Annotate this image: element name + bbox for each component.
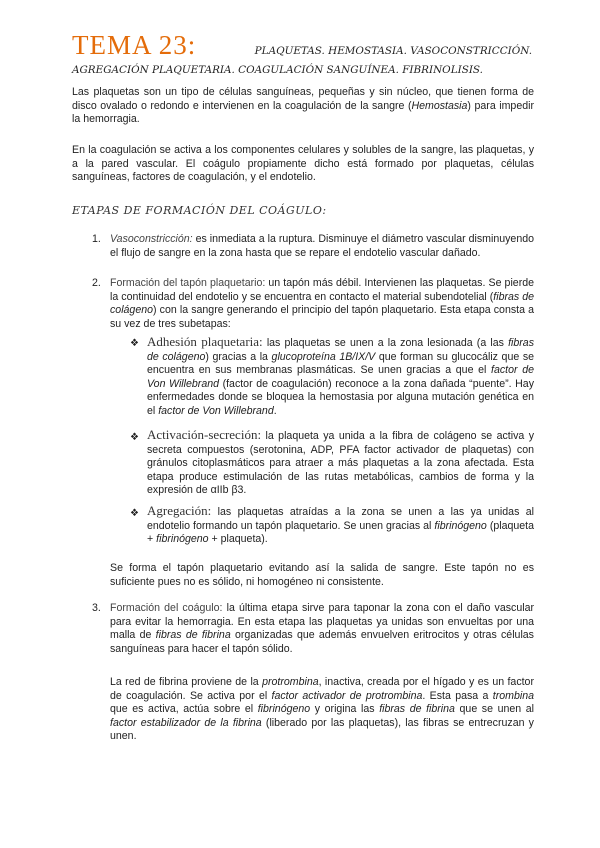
emphasis: fibras de colágeno — [110, 290, 535, 317]
step-3-paragraph — [110, 602, 534, 656]
bullet-icon: ❖ — [130, 432, 139, 443]
tema-number: TEMA 23: — [72, 30, 197, 60]
text: , inactiva, creada por el hígado y es un factor de coagulación. Se activa por el — [110, 676, 534, 702]
emphasis: factor de Von Willebrand — [147, 364, 534, 390]
text: un tapón más débil. Intervienen las plaquetas. Se pierde la continuidad del endotelio y se encuentra en contacto el material subendotelial ( — [110, 277, 535, 303]
text: . — [273, 404, 277, 417]
emphasis: fibrinógeno — [434, 519, 487, 532]
bullet-icon: ❖ — [130, 508, 139, 519]
step-3-number: 3. — [92, 602, 101, 614]
text: ) para impedir la hemorragia. — [72, 99, 534, 126]
text: . Esta pasa a — [422, 689, 493, 702]
substep-label: Activación-secreción: — [147, 427, 262, 442]
substep-label: Agregación: — [147, 503, 212, 518]
text: las plaquetas atraídas a la zona se unen a las ya unidas al endotelio formando un tapón plaquetario. Se unen gracias al — [147, 506, 534, 532]
emphasis: fibras de fibrina — [155, 629, 231, 642]
text: que forman su glucocáliz que se encuentra en sus membranas plasmáticas. Se unen gracias a que el — [147, 350, 535, 377]
text: que se unen al — [454, 703, 535, 716]
text: (liberado por las plaquetas), las fibras se entrecruzan y unen. — [110, 716, 534, 743]
text: (plaqueta + — [147, 519, 534, 546]
text: ) gracias a la — [205, 350, 272, 363]
emphasis: fibrinógeno — [156, 533, 209, 546]
fibrin-paragraph — [110, 676, 534, 744]
substep-label: Adhesión plaquetaria: — [147, 334, 263, 349]
emphasis: protrombina — [262, 676, 319, 688]
substep-agregacion — [147, 504, 534, 547]
title-line-1 — [72, 30, 532, 61]
intro-paragraph-2: En la coagulación se activa a los componentes celulares y solubles de la sangre, las plaquetas, y a la pared vascular. El coágulo propiamente dicho está formado por plaquetas, células sanguíneas, factores de coagulación, y el endotelio. — [72, 144, 534, 184]
text: ) con la sangre generando el principio del tapón plaquetario. Esta etapa consta a su vez de tres subetapas: — [110, 304, 534, 330]
text: la última etapa sirve para taponar la zona con el daño vascular para evitar la hemorragia. En esta etapa las plaquetas ya unidas son envueltas por una malla de — [110, 602, 535, 642]
text: que es activa, actúa sobre el — [110, 703, 258, 716]
emphasis: factor activador de protrombina — [271, 689, 423, 702]
step-2-number: 2. — [92, 277, 101, 289]
substep-activacion — [147, 428, 534, 498]
title-block — [72, 30, 532, 76]
emphasis: trombina — [492, 689, 535, 702]
emphasis: fibrinógeno — [257, 703, 311, 716]
step-label: Formación del tapón plaquetario: — [110, 277, 266, 289]
text: las plaquetas se unen a la zona lesionada (a las — [262, 337, 509, 349]
intro-paragraph-1 — [72, 86, 534, 127]
step-1-paragraph — [110, 233, 534, 260]
text: organizadas que además envuelven eritrocitos y otras células sanguíneas para hacer el tapón sólido. — [110, 629, 534, 655]
text: + plaqueta). — [208, 533, 268, 546]
title-subtitle-2: AGREGACIÓN PLAQUETARIA. COAGULACIÓN SANGUÍNEA. FIBRINOLISIS. — [72, 64, 483, 76]
step-label: Vasoconstricción: — [110, 233, 193, 245]
emphasis: fibras de fibrina — [379, 703, 455, 716]
emphasis: fibras de colágeno — [147, 337, 534, 363]
step-1-number: 1. — [92, 233, 101, 245]
text: es inmediata a la ruptura. Disminuye el diámetro vascular disminuyendo el flujo de sangre en la zona hasta que se repare el endotelio vascular dañado. — [110, 233, 534, 259]
section-heading: ETAPAS DE FORMACIÓN DEL COÁGULO: — [72, 204, 327, 217]
text: (factor de coagulación) reconoce a la zona dañada “puente”. Hay enfermedades donde se bloquea la hemostasia por alguna mutación genética en el — [147, 377, 534, 417]
bullet-icon: ❖ — [130, 338, 139, 349]
substep-adhesion — [147, 335, 534, 419]
step-label: Formación del coágulo: — [110, 602, 223, 614]
text: la plaqueta ya unida a la fibra de colágeno se activa y secreta compuestos (serotonina, ADP, PFA factor activador de plaquetas) con gránulos citoplasmáticos para atraer a más plaquetas a la zona afectada. Esta etapa produce estimulación de las rutas metabólicas, cambios de forma y la expresión de αIIb β3. — [147, 430, 534, 497]
emphasis: glucoproteína 1B/IX/V — [271, 350, 376, 363]
text: Las plaquetas son un tipo de células sanguíneas, pequeñas y sin núcleo, que tienen forma de disco ovalado o redondo e intervienen en la coagulación de la sangre ( — [72, 86, 534, 112]
emphasis: factor estabilizador de la fibrina — [110, 716, 262, 729]
text: y origina las — [310, 703, 380, 716]
text: La red de fibrina proviene de la — [110, 676, 263, 688]
emphasis: Hemostasia — [411, 99, 468, 112]
after-substeps-paragraph: Se forma el tapón plaquetario evitando así la salida de sangre. Este tapón no es suficiente pues no es sólido, ni homogéneo ni consistente. — [110, 562, 534, 588]
step-2-paragraph — [110, 277, 534, 331]
emphasis: factor de Von Willebrand — [158, 404, 274, 417]
title-subtitle-1: PLAQUETAS. HEMOSTASIA. VASOCONSTRICCIÓN. — [254, 45, 532, 57]
